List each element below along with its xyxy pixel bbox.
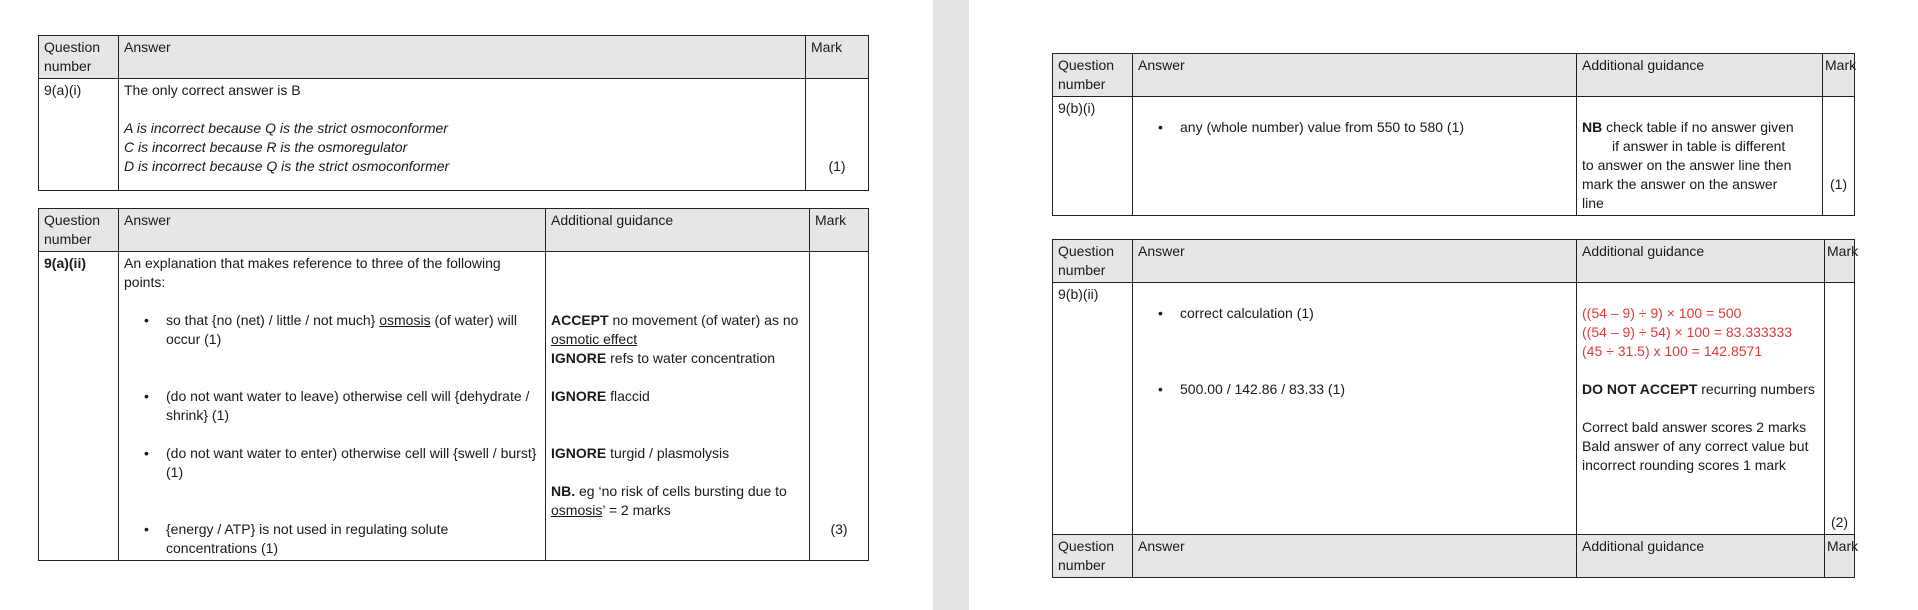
table-header-row	[39, 36, 869, 79]
guidance-nb: NB check table if no answer given	[1582, 119, 1794, 135]
header-question-number: Question number	[39, 209, 119, 252]
calc-line-3: (45 ÷ 31.5) x 100 = 142.8571	[1582, 343, 1763, 359]
mark-value: (2)	[1830, 514, 1849, 530]
page-gutter	[933, 0, 969, 610]
table-9bii	[1052, 239, 1859, 578]
reason-a: A is incorrect because Q is the strict osmoconformer	[124, 120, 448, 136]
mark-value: (3)	[830, 521, 848, 537]
answer-point-2: • (do not want water to leave) otherwise cell will {dehydrate / shrink} (1)	[124, 387, 540, 425]
table-row	[39, 252, 869, 561]
answer-cell	[119, 79, 806, 191]
answer-cell	[119, 252, 546, 561]
header-mark: Mark	[810, 209, 869, 252]
table-9aii	[38, 208, 869, 561]
header-mark: Mark	[1823, 54, 1855, 97]
question-number: 9(a)(ii)	[39, 252, 119, 561]
answer-cell	[1133, 283, 1577, 535]
header-question-number: Question number	[1053, 240, 1133, 283]
guidance-nb: NB. eg ‘no risk of cells bursting due to osmosis’ = 2 marks	[551, 483, 787, 518]
mark-cell	[810, 252, 869, 561]
table-header-row	[1053, 54, 1855, 97]
header-answer: Answer	[119, 36, 806, 79]
table-9bi	[1052, 53, 1855, 216]
answer-point-4: • {energy / ATP} is not used in regulating solute concentrations (1)	[124, 520, 540, 558]
answer-cell	[1133, 97, 1577, 216]
answer-point-1: • correct calculation (1)	[1138, 304, 1571, 323]
reason-d: D is incorrect because Q is the strict osmoconformer	[124, 158, 450, 174]
answer-point-1: • any (whole number) value from 550 to 580 (1)	[1138, 118, 1571, 137]
header-question-number: Question number	[1053, 535, 1133, 578]
question-number: 9(b)(ii)	[1053, 283, 1133, 535]
guidance-ignore-flaccid: IGNORE flaccid	[551, 388, 650, 404]
header-answer: Answer	[1133, 240, 1577, 283]
guidance-do-not-accept: DO NOT ACCEPT recurring numbers	[1582, 381, 1815, 397]
header-additional-guidance: Additional guidance	[1577, 54, 1823, 97]
header-question-number: Question number	[1053, 54, 1133, 97]
guidance-line-2: to answer on the answer line then	[1582, 157, 1792, 173]
guidance-ignore-turgid: IGNORE turgid / plasmolysis	[551, 445, 730, 461]
answer-point-3: • (do not want water to enter) otherwise cell will {swell / burst} (1)	[124, 444, 540, 482]
header-question-number: Question number	[39, 36, 119, 79]
header-mark: Mark	[1825, 240, 1855, 283]
question-number: 9(b)(i)	[1053, 97, 1133, 216]
calc-line-1: ((54 – 9) ÷ 9) × 100 = 500	[1582, 305, 1742, 321]
guidance-cell	[1577, 97, 1823, 216]
table-row	[1053, 97, 1855, 216]
guidance-line-4: line	[1582, 195, 1604, 211]
question-number: 9(a)(i)	[39, 79, 119, 191]
table-9ai	[38, 35, 869, 191]
mark-value: (1)	[828, 158, 846, 174]
mark-cell	[1825, 283, 1855, 535]
header-additional-guidance: Additional guidance	[546, 209, 810, 252]
header-additional-guidance: Additional guidance	[1577, 535, 1825, 578]
header-answer: Answer	[1133, 535, 1577, 578]
header-mark: Mark	[1825, 535, 1855, 578]
answer-point-1: • so that {no (net) / little / not much} osmosis (of water) will occur (1)	[124, 311, 540, 349]
calc-line-2: ((54 – 9) ÷ 54) × 100 = 83.333333	[1582, 324, 1793, 340]
table-row	[1053, 283, 1855, 535]
header-mark: Mark	[806, 36, 869, 79]
mark-value: (1)	[1829, 176, 1848, 192]
answer-intro: An explanation that makes reference to three of the following points:	[124, 255, 501, 290]
mark-cell	[1823, 97, 1855, 216]
guidance-cell	[1577, 283, 1825, 535]
table-row	[39, 79, 869, 191]
correct-answer-text: The only correct answer is B	[124, 82, 301, 98]
table-header-row	[1053, 240, 1855, 283]
answer-point-2: • 500.00 / 142.86 / 83.33 (1)	[1138, 380, 1571, 399]
reason-c: C is incorrect because R is the osmoregulator	[124, 139, 408, 155]
right-page	[969, 0, 1918, 610]
guidance-accept: ACCEPT no movement (of water) as no osmotic effect	[551, 312, 799, 347]
header-answer: Answer	[119, 209, 546, 252]
guidance-bald-answer: Correct bald answer scores 2 marks Bald answer of any correct value but incorrect rounding scores 1 mark	[1582, 419, 1809, 473]
header-answer: Answer	[1133, 54, 1577, 97]
guidance-line-3: mark the answer on the answer	[1582, 176, 1778, 192]
table-header-row-repeat	[1053, 535, 1855, 578]
table-header-row	[39, 209, 869, 252]
left-page	[0, 0, 933, 610]
guidance-line-1: if answer in table is different	[1612, 138, 1786, 154]
mark-cell	[806, 79, 869, 191]
guidance-cell	[546, 252, 810, 561]
guidance-ignore-water: IGNORE refs to water concentration	[551, 350, 776, 366]
header-additional-guidance: Additional guidance	[1577, 240, 1825, 283]
